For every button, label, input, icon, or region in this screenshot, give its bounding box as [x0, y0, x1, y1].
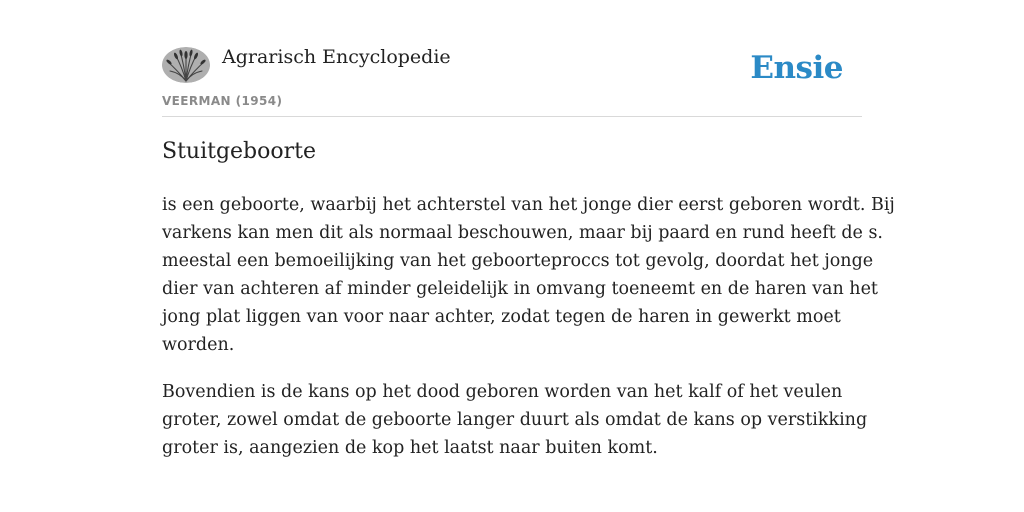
text-line: dier van achteren af minder geleidelijk in omvang toeneemt en de haren van het: [162, 279, 878, 299]
encyclopedia-title[interactable]: Agrarisch Encyclopedie: [222, 46, 451, 68]
text-line: jong plat liggen van voor naar achter, zodat tegen de haren in gewerkt moet: [162, 307, 841, 327]
text-line: groter, zowel omdat de geboorte langer duurt als omdat de kans op verstikking: [162, 410, 868, 430]
text-line: groter is, aangezien de kop het laatst naar buiten komt.: [162, 438, 658, 458]
wheat-sheaf-icon[interactable]: [162, 47, 210, 83]
text-line: varkens kan men dit als normaal beschouwen, maar bij paard en rund heeft de s.: [162, 223, 883, 243]
paragraph: [162, 378, 868, 462]
page-header: [162, 44, 862, 117]
ensie-logo-link[interactable]: Ensie: [750, 50, 843, 86]
text-line: is een geboorte, waarbij het achterstel van het jonge dier eerst geboren wordt. Bij: [162, 195, 895, 215]
article-title: Stuitgeboorte: [162, 139, 317, 164]
paragraph: [162, 191, 895, 359]
text-line: meestal een bemoeilijking van het geboorteproccs tot gevolg, doordat het jonge: [162, 251, 874, 271]
article-body: [162, 191, 895, 462]
text-line: Bovendien is de kans op het dood geboren worden van het kalf of het veulen: [162, 382, 843, 402]
source-label: VEERMAN (1954): [162, 94, 283, 108]
text-line: worden.: [162, 335, 235, 355]
